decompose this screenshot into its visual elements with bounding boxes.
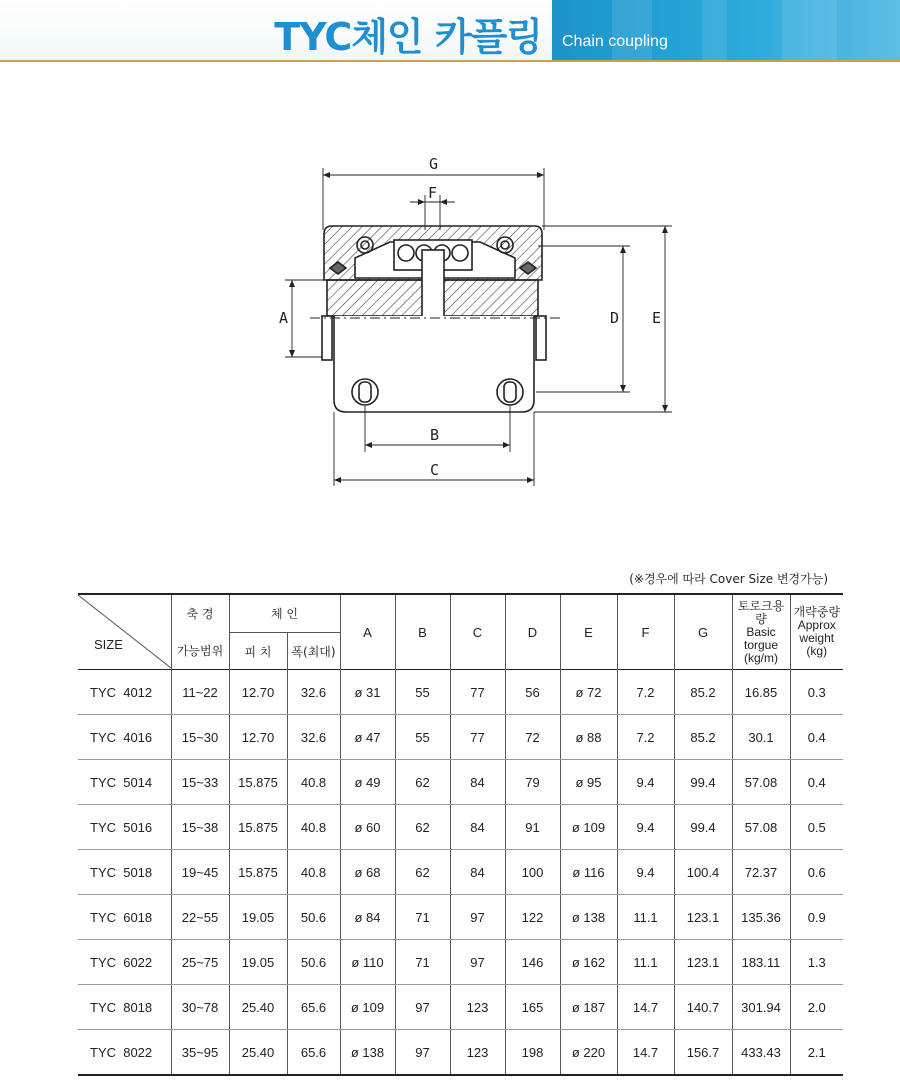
cell-g: 100.4 <box>674 850 732 895</box>
cell-bore-range: 30~78 <box>171 985 229 1030</box>
cell-weight: 2.0 <box>790 985 843 1030</box>
cell-size: TYC 5018 <box>78 850 171 895</box>
dimension-label-b: B <box>430 426 440 444</box>
cell-torque: 135.36 <box>732 895 790 940</box>
spec-table <box>78 593 843 1076</box>
cell-pitch: 19.05 <box>229 940 287 985</box>
cell-e: ø 72 <box>560 670 617 715</box>
header-g: G <box>674 594 732 670</box>
cell-weight: 0.4 <box>790 760 843 805</box>
dimension-label-g: G <box>429 155 439 173</box>
cell-b: 97 <box>395 985 450 1030</box>
cell-weight: 0.3 <box>790 670 843 715</box>
cell-a: ø 138 <box>340 1030 395 1076</box>
cell-f: 11.1 <box>617 940 674 985</box>
cell-b: 71 <box>395 895 450 940</box>
cell-f: 14.7 <box>617 985 674 1030</box>
cell-g: 123.1 <box>674 940 732 985</box>
cell-a: ø 49 <box>340 760 395 805</box>
header-f: F <box>617 594 674 670</box>
dimension-label-c: C <box>430 461 440 479</box>
header-weight-en2: weight <box>799 631 835 645</box>
header-torque-en2: torgue <box>743 637 779 652</box>
cell-pitch: 25.40 <box>229 985 287 1030</box>
cell-e: ø 220 <box>560 1030 617 1076</box>
table-row <box>78 1030 843 1076</box>
header-bore-range: 가능범위 <box>171 633 229 670</box>
cell-d: 198 <box>505 1030 560 1076</box>
cell-bore-range: 15~30 <box>171 715 229 760</box>
cell-d: 146 <box>505 940 560 985</box>
cell-weight: 0.6 <box>790 850 843 895</box>
header-chain: 체 인 <box>229 594 340 633</box>
header-bore-title: 축 경 <box>171 594 229 633</box>
table-row <box>78 850 843 895</box>
cell-torque: 57.08 <box>732 760 790 805</box>
page-subtitle: Chain coupling <box>562 33 668 50</box>
header-weight-ko: 개략중량 <box>793 605 840 619</box>
table-row <box>78 940 843 985</box>
header-pitch: 피 치 <box>229 633 287 670</box>
cell-size: TYC 8018 <box>78 985 171 1030</box>
cell-c: 97 <box>450 895 505 940</box>
cell-width: 40.8 <box>287 760 340 805</box>
table-row <box>78 895 843 940</box>
cell-bore-range: 15~38 <box>171 805 229 850</box>
cell-f: 9.4 <box>617 850 674 895</box>
dimension-label-d: D <box>610 309 620 327</box>
cell-f: 14.7 <box>617 1030 674 1076</box>
header-torque-en1: Basic <box>746 624 776 639</box>
cell-e: ø 95 <box>560 760 617 805</box>
cell-d: 165 <box>505 985 560 1030</box>
cell-d: 122 <box>505 895 560 940</box>
cell-a: ø 31 <box>340 670 395 715</box>
cell-f: 9.4 <box>617 760 674 805</box>
cell-e: ø 116 <box>560 850 617 895</box>
header-e: E <box>560 594 617 670</box>
cell-g: 99.4 <box>674 805 732 850</box>
cell-c: 123 <box>450 1030 505 1076</box>
header-torque-ko: 토로크용량 <box>737 598 785 626</box>
header-size-label: SIZE <box>94 637 123 652</box>
cell-d: 91 <box>505 805 560 850</box>
cell-pitch: 12.70 <box>229 670 287 715</box>
header-width: 폭(최대) <box>287 633 340 670</box>
cell-width: 65.6 <box>287 985 340 1030</box>
cell-size: TYC 4016 <box>78 715 171 760</box>
cell-c: 77 <box>450 715 505 760</box>
cell-a: ø 60 <box>340 805 395 850</box>
cell-g: 85.2 <box>674 670 732 715</box>
cell-bore-range: 25~75 <box>171 940 229 985</box>
cell-torque: 433.43 <box>732 1030 790 1076</box>
cell-c: 84 <box>450 850 505 895</box>
cell-torque: 72.37 <box>732 850 790 895</box>
cell-e: ø 187 <box>560 985 617 1030</box>
header-size <box>78 594 171 670</box>
cell-b: 62 <box>395 850 450 895</box>
cell-size: TYC 5016 <box>78 805 171 850</box>
cell-g: 99.4 <box>674 760 732 805</box>
table-row <box>78 670 843 715</box>
cell-bore-range: 15~33 <box>171 760 229 805</box>
cell-pitch: 15.875 <box>229 805 287 850</box>
cell-torque: 16.85 <box>732 670 790 715</box>
cell-size: TYC 4012 <box>78 670 171 715</box>
cell-d: 72 <box>505 715 560 760</box>
cell-weight: 0.9 <box>790 895 843 940</box>
cell-c: 123 <box>450 985 505 1030</box>
header-weight-en1: Approx <box>797 618 836 632</box>
cell-e: ø 109 <box>560 805 617 850</box>
table-row <box>78 985 843 1030</box>
cell-b: 62 <box>395 805 450 850</box>
cell-width: 32.6 <box>287 670 340 715</box>
cell-f: 7.2 <box>617 670 674 715</box>
cell-a: ø 68 <box>340 850 395 895</box>
cell-weight: 0.5 <box>790 805 843 850</box>
cell-f: 9.4 <box>617 805 674 850</box>
cell-size: TYC 5014 <box>78 760 171 805</box>
cell-pitch: 19.05 <box>229 895 287 940</box>
cell-pitch: 15.875 <box>229 760 287 805</box>
cell-e: ø 138 <box>560 895 617 940</box>
cell-pitch: 25.40 <box>229 1030 287 1076</box>
cell-g: 123.1 <box>674 895 732 940</box>
table-row <box>78 715 843 760</box>
cell-c: 84 <box>450 805 505 850</box>
cell-e: ø 88 <box>560 715 617 760</box>
cell-g: 85.2 <box>674 715 732 760</box>
cover-size-note: (※경우에 따라 Cover Size 변경가능) <box>629 572 828 586</box>
cell-a: ø 84 <box>340 895 395 940</box>
cell-size: TYC 8022 <box>78 1030 171 1076</box>
cell-pitch: 15.875 <box>229 850 287 895</box>
cell-a: ø 47 <box>340 715 395 760</box>
page-title: TYC체인 카플링 <box>274 15 542 59</box>
cell-c: 77 <box>450 670 505 715</box>
cell-torque: 183.11 <box>732 940 790 985</box>
header-weight-unit: (kg) <box>806 644 828 658</box>
cell-torque: 301.94 <box>732 985 790 1030</box>
banner-decoration <box>702 0 727 60</box>
cell-a: ø 109 <box>340 985 395 1030</box>
cell-d: 79 <box>505 760 560 805</box>
cell-torque: 30.1 <box>732 715 790 760</box>
cell-pitch: 12.70 <box>229 715 287 760</box>
cell-b: 97 <box>395 1030 450 1076</box>
cell-f: 7.2 <box>617 715 674 760</box>
table-row <box>78 805 843 850</box>
header-weight <box>790 594 843 670</box>
cell-c: 97 <box>450 940 505 985</box>
page-header <box>0 0 900 62</box>
cell-width: 32.6 <box>287 715 340 760</box>
coupling-technical-drawing <box>270 150 690 495</box>
banner-decoration <box>612 0 652 60</box>
cell-e: ø 162 <box>560 940 617 985</box>
header-d: D <box>505 594 560 670</box>
cell-bore-range: 11~22 <box>171 670 229 715</box>
cell-b: 62 <box>395 760 450 805</box>
cell-width: 50.6 <box>287 940 340 985</box>
header-banner <box>552 0 900 60</box>
cell-d: 100 <box>505 850 560 895</box>
dimension-label-e: E <box>652 309 662 327</box>
header-torque <box>732 594 790 670</box>
cell-a: ø 110 <box>340 940 395 985</box>
cell-weight: 1.3 <box>790 940 843 985</box>
cell-bore-range: 19~45 <box>171 850 229 895</box>
dimension-label-a: A <box>279 309 289 327</box>
cell-weight: 0.4 <box>790 715 843 760</box>
cell-g: 140.7 <box>674 985 732 1030</box>
dimension-label-f: F <box>428 184 438 202</box>
cell-width: 50.6 <box>287 895 340 940</box>
cell-bore-range: 22~55 <box>171 895 229 940</box>
banner-decoration <box>782 0 837 60</box>
header-diagonal-line <box>78 595 171 668</box>
cell-bore-range: 35~95 <box>171 1030 229 1076</box>
header-b: B <box>395 594 450 670</box>
cell-weight: 2.1 <box>790 1030 843 1076</box>
spec-table-header <box>78 594 843 670</box>
header-a: A <box>340 594 395 670</box>
header-divider <box>0 60 900 62</box>
cell-torque: 57.08 <box>732 805 790 850</box>
cell-width: 65.6 <box>287 1030 340 1076</box>
cell-c: 84 <box>450 760 505 805</box>
cell-width: 40.8 <box>287 850 340 895</box>
header-c: C <box>450 594 505 670</box>
table-row <box>78 760 843 805</box>
cell-size: TYC 6018 <box>78 895 171 940</box>
cell-b: 71 <box>395 940 450 985</box>
cell-g: 156.7 <box>674 1030 732 1076</box>
spec-table-body <box>78 670 843 1076</box>
cell-d: 56 <box>505 670 560 715</box>
cell-b: 55 <box>395 670 450 715</box>
cell-width: 40.8 <box>287 805 340 850</box>
header-torque-unit: (kg/m) <box>744 650 778 665</box>
cell-b: 55 <box>395 715 450 760</box>
cell-f: 11.1 <box>617 895 674 940</box>
cell-size: TYC 6022 <box>78 940 171 985</box>
